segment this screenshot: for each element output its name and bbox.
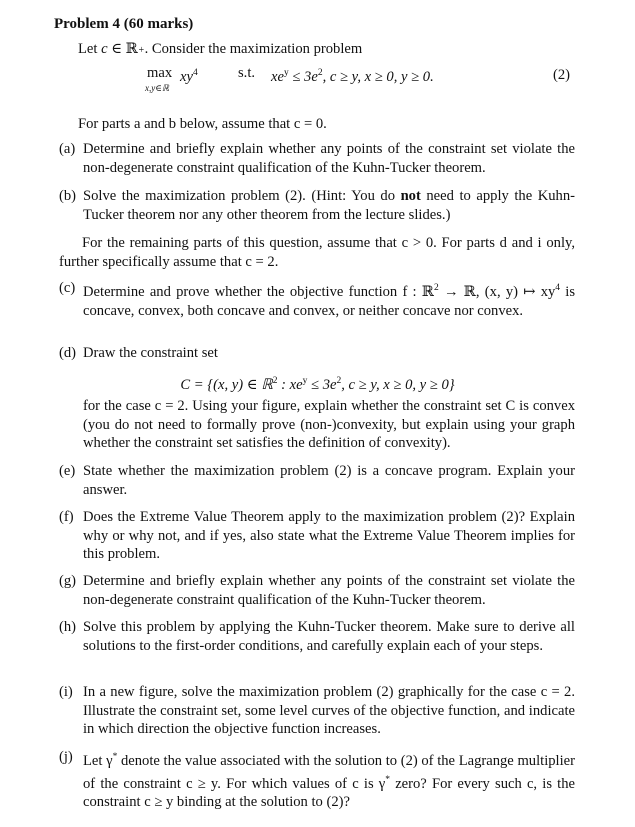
- subject-to: s.t.: [238, 65, 256, 81]
- problem-title: Problem 4 (60 marks): [54, 16, 194, 32]
- part-label: (i): [59, 684, 73, 700]
- part-a: (a) Determine and briefly explain whether any points of the constraint set violate the non-degenerate constraint qualification of the Kuhn-Tucker theorem.: [59, 141, 575, 176]
- equation-number: (2): [553, 67, 571, 83]
- objective-domain: x,y∈ℝ: [145, 83, 170, 93]
- part-j: (j) Let γ* denote the value associated with the solution to (2) of the Lagrange multiplier of the constraint c ≥ y. For which values of c is γ* zero? For every such c, is the constraint c ≥ y binding at the solution to (2)?: [59, 749, 576, 811]
- constraints: $xe^y \le 3e^2$, c ≥ y, x ≥ 0, y ≥ 0.: [271, 68, 434, 85]
- part-label: (c): [59, 280, 76, 296]
- part-c: (c) Determine and prove whether the objective function f : ℝ$^2$ → ℝ, (x, y) ↦ $xy^4$ is concave, convex, both concave and convex, or neither concave nor convex.: [59, 280, 576, 319]
- part-label: (h): [59, 619, 77, 635]
- objective-function: $xy^4$: [180, 68, 198, 85]
- part-label: (f): [59, 509, 74, 525]
- part-label: (b): [59, 188, 77, 204]
- part-label: (e): [59, 463, 76, 479]
- part-label: (d): [59, 345, 77, 361]
- problem-intro: Let c ∈ ℝ+. Consider the maximization problem: [78, 41, 363, 57]
- part-h: (h) Solve this problem by applying the Kuhn-Tucker theorem. Make sure to derive all solutions to the first-order conditions, and carefully explain each of your steps.: [59, 619, 575, 654]
- part-d-text: for the case c = 2. Using your figure, explain whether the constraint set C is convex (you do not need to formally prove (non-)convexity, but explain using your graph whether the constraint set satisfies the definition of convexity).: [83, 398, 575, 452]
- parts-ab-note: For parts a and b below, assume that c = 0.: [78, 116, 327, 132]
- part-label: (g): [59, 573, 77, 589]
- part-d: (d) Draw the constraint set: [59, 345, 218, 361]
- part-e: (e) State whether the maximization problem (2) is a concave program. Explain your answer.: [59, 463, 575, 498]
- part-label: (a): [59, 141, 76, 157]
- part-label: (j): [59, 749, 73, 765]
- part-b: (b) Solve the maximization problem (2). (Hint: You do not need to apply the Kuhn-Tucker theorem nor any other theorem from the lecture slides.): [59, 188, 576, 223]
- constraint-set-equation: C = {(x, y) ∈ ℝ$^2$ : $xe^y \le 3e^2$, c ≥ y, x ≥ 0, y ≥ 0}: [180, 376, 455, 393]
- remaining-note: For the remaining parts of this question, assume that c > 0. For parts d and i only, further specifically assume that c = 2.: [59, 235, 575, 270]
- objective-max: max: [147, 65, 173, 81]
- part-g: (g) Determine and briefly explain whether any points of the constraint set violate the non-degenerate constraint qualification of the Kuhn-Tucker theorem.: [59, 573, 575, 608]
- part-i: (i) In a new figure, solve the maximization problem (2) graphically for the case c = 2. Illustrate the constraint set, some level curves of the objective function, and indicate in which direction the objective function increases.: [59, 684, 575, 738]
- part-f: (f) Does the Extreme Value Theorem apply to the maximization problem (2)? Explain why or why not, and if yes, also state what the Extreme Value Theorem implies for this problem.: [59, 509, 575, 563]
